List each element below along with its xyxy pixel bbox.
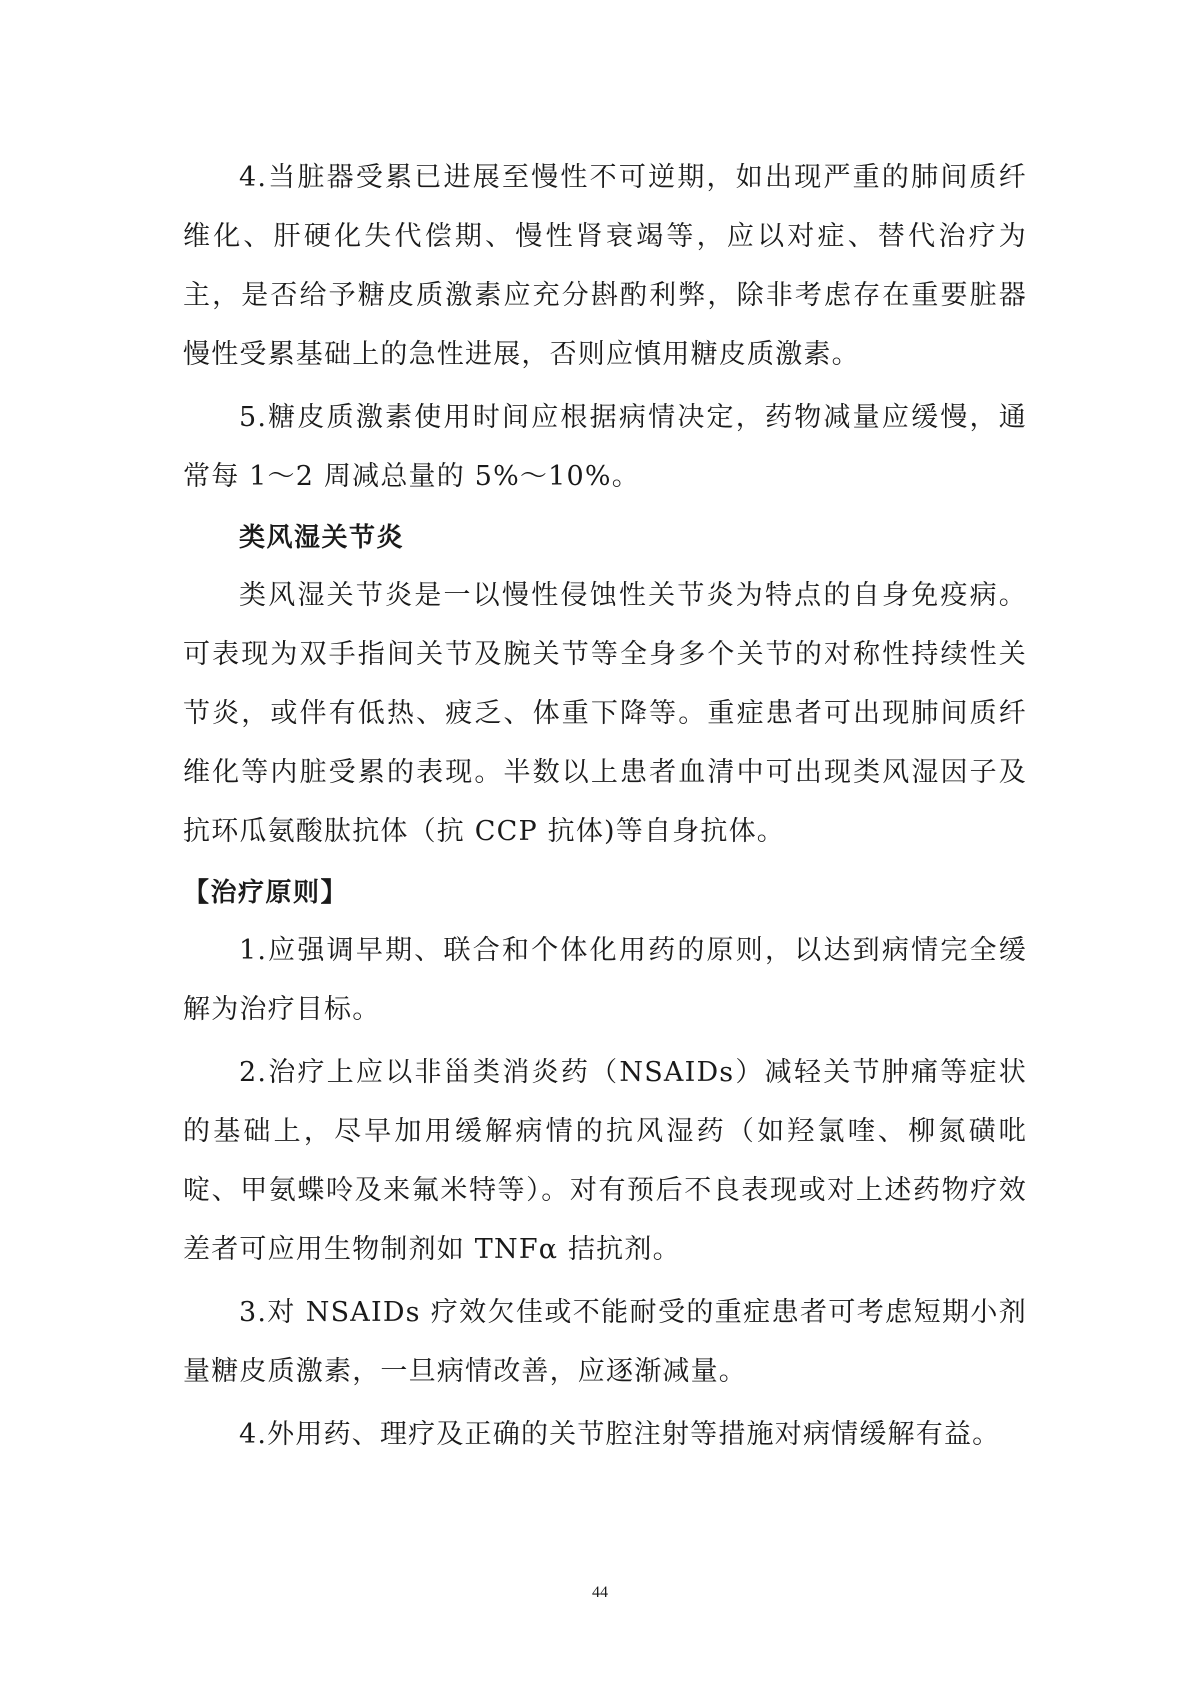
principle-item-3: 3.对 NSAIDs 疗效欠佳或不能耐受的重症患者可考虑短期小剂量糖皮质激素，一旦病情改善，应逐渐减量。 [183, 1297, 1027, 1387]
page-content [183, 148, 1027, 1464]
section-title: 类风湿关节炎 [239, 523, 405, 553]
paragraph-item-5: 5.糖皮质激素使用时间应根据病情决定，药物减量应缓慢，通常每 1～2 周减总量的 5%～10%。 [183, 402, 1027, 492]
principle-item-1: 1.应强调早期、联合和个体化用药的原则，以达到病情完全缓解为治疗目标。 [183, 935, 1027, 1025]
principle-item-4: 4.外用药、理疗及正确的关节腔注射等措施对病情缓解有益。 [239, 1419, 1001, 1450]
principles-heading: 【治疗原则】 [183, 878, 349, 908]
paragraph-item-4: 4.当脏器受累已进展至慢性不可逆期，如出现严重的肺间质纤维化、肝硬化失代偿期、慢性肾衰竭等，应以对症、替代治疗为主，是否给予糖皮质激素应充分斟酌利弊，除非考虑存在重要脏器慢性受累基础上的急性进展，否则应慎用糖皮质激素。 [183, 162, 1027, 370]
page-number: 44 [592, 1584, 608, 1601]
principle-item-2: 2.治疗上应以非甾类消炎药（NSAIDs）减轻关节肿痛等症状的基础上，尽早加用缓解病情的抗风湿药（如羟氯喹、柳氮磺吡啶、甲氨蝶呤及来氟米特等）。对有预后不良表现或对上述药物疗效差者可应用生物制剂如 TNFα 拮抗剂。 [183, 1057, 1027, 1265]
section-intro: 类风湿关节炎是一以慢性侵蚀性关节炎为特点的自身免疫病。可表现为双手指间关节及腕关节等全身多个关节的对称性持续性关节炎，或伴有低热、疲乏、体重下降等。重症患者可出现肺间质纤维化等内脏受累的表现。半数以上患者血清中可出现类风湿因子及抗环瓜氨酸肽抗体（抗 CCP 抗体)等自身抗体。 [183, 580, 1027, 847]
